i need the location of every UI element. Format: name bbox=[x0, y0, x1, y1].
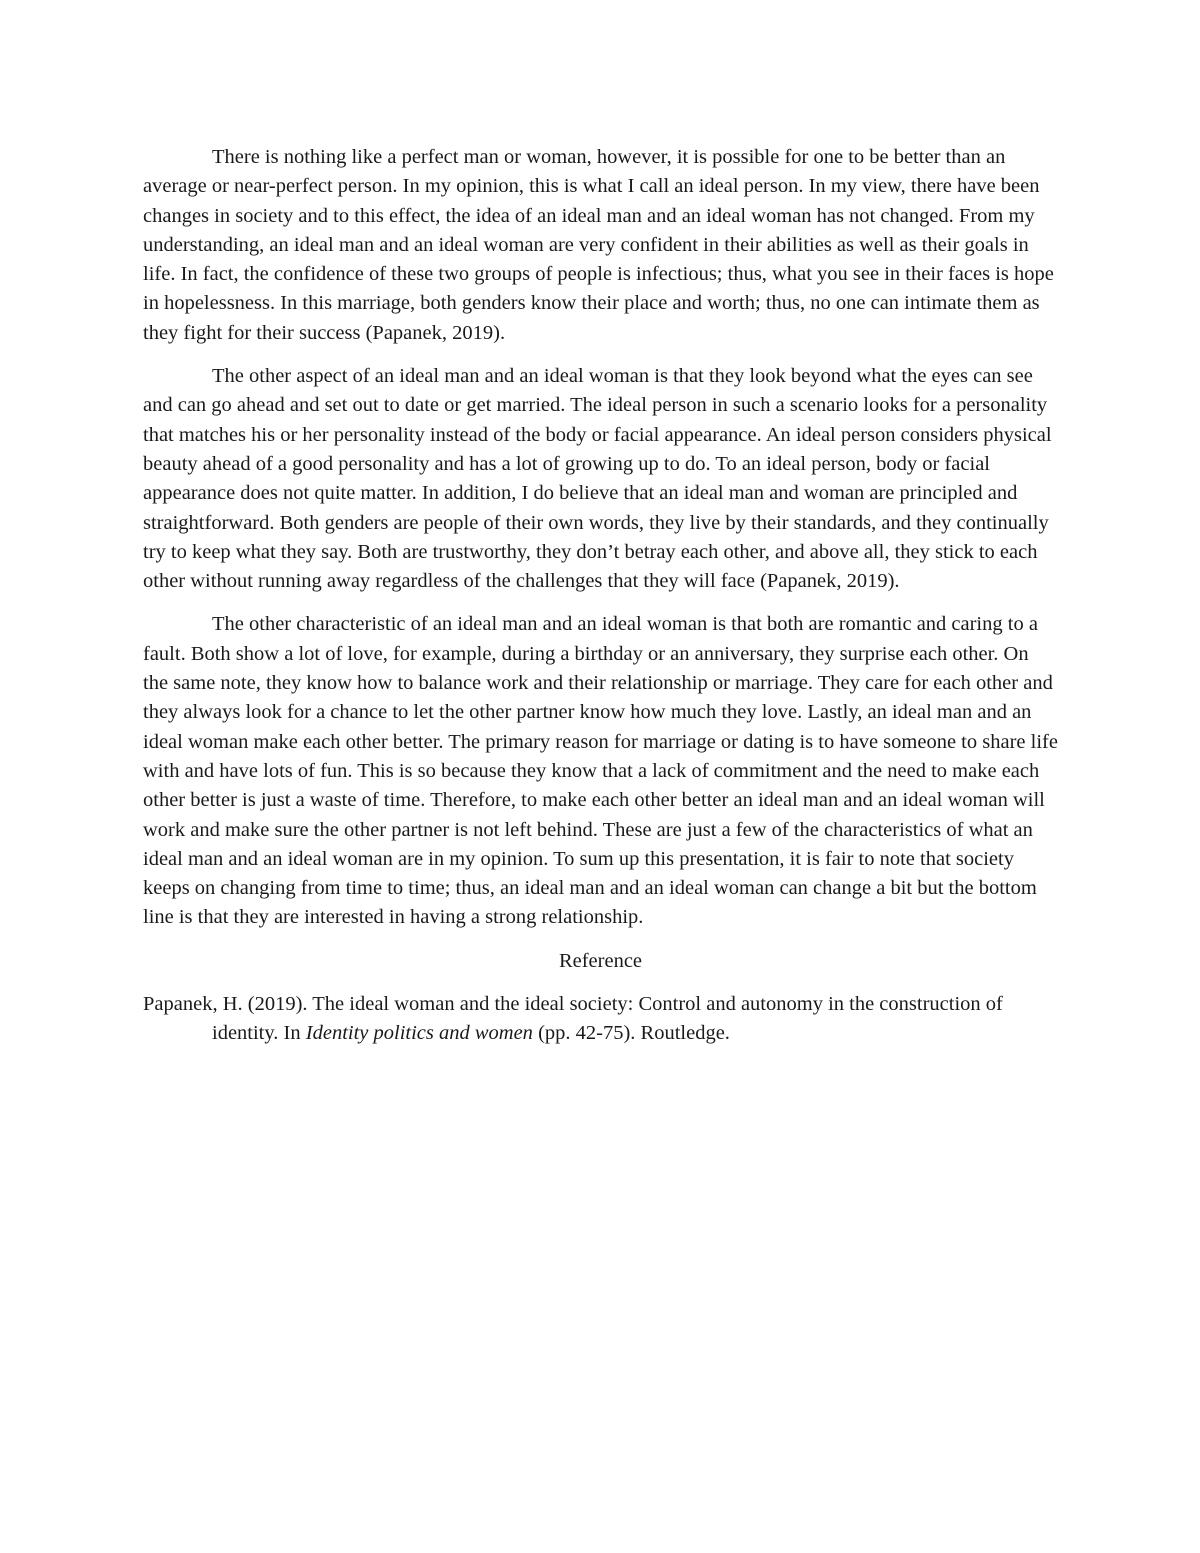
paragraph-1: There is nothing like a perfect man or woman, however, it is possible for one to be better than an average or near-perfect person. In my opinion, this is what I call an ideal person. In my view, there have been changes in society and to this effect, the idea of an ideal man and an ideal woman has not changed. From my understanding, an ideal man and an ideal woman are very confident in their abilities as well as their goals in life. In fact, the confidence of these two groups of people is infectious; thus, what you see in their faces is hope in hopelessness. In this marriage, both genders know their place and worth; thus, no one can intimate them as they fight for their success (Papanek, 2019). bbox=[143, 146, 1054, 344]
paragraph-3: The other characteristic of an ideal man and an ideal woman is that both are romantic and caring to a fault. Both show a lot of love, for example, during a birthday or an anniversary, they surprise each other. On the same note, they know how to balance work and their relationship or marriage. They care for each other and they always look for a chance to let the other partner know how much they love. Lastly, an ideal man and an ideal woman make each other better. The primary reason for marriage or dating is to have someone to share life with and have lots of fun. This is so because they know that a lack of commitment and the need to make each other better is just a waste of time. Therefore, to make each other better an ideal man and an ideal woman will work and make sure the other partner is not left behind. These are just a few of the characteristics of what an ideal man and an ideal woman are in my opinion. To sum up this presentation, it is fair to note that society keeps on changing from time to time; thus, an ideal man and an ideal woman can change a bit but the bottom line is that they are interested in having a strong relationship. bbox=[143, 613, 1058, 929]
reference-book-title: Identity politics and women bbox=[305, 1022, 533, 1045]
reference-heading: Reference bbox=[558, 949, 643, 972]
reference-entry bbox=[143, 990, 1058, 1049]
document-body bbox=[143, 143, 1058, 1049]
reference-text-before-title: Papanek, H. (2019). The ideal woman and the ideal society: Control and autonomy in the construction of identity. In bbox=[143, 993, 1003, 1045]
reference-text-after-title: (pp. 42-75). Routledge. bbox=[532, 1022, 730, 1045]
paragraph-2: The other aspect of an ideal man and an ideal woman is that they look beyond what the eyes can see and can go ahead and set out to date or get married. The ideal person in such a scenario looks for a personality that matches his or her personality instead of the body or facial appearance. An ideal person considers physical beauty ahead of a good personality and has a lot of growing up to do. To an ideal person, body or facial appearance does not quite matter. In addition, I do believe that an ideal man and woman are principled and straightforward. Both genders are people of their own words, they live by their standards, and they continually try to keep what they say. Both are trustworthy, they don’t betray each other, and above all, they stick to each other without running away regardless of the challenges that they will face (Papanek, 2019). bbox=[143, 365, 1052, 593]
